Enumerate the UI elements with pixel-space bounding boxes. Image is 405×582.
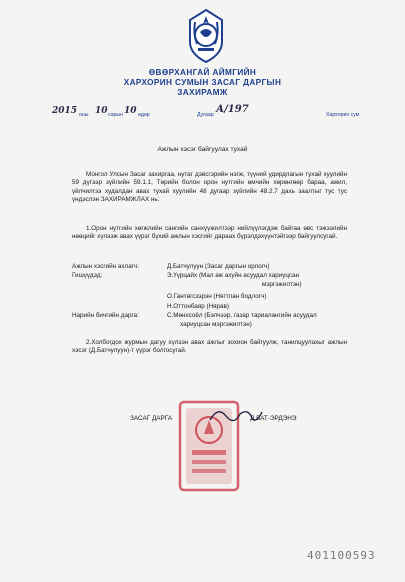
month-label: сарын — [108, 112, 123, 118]
secretary-line-a: С.Мөнхсоёл (Бэлчээр, газар тариалангийн асуудал — [167, 312, 317, 319]
member-2: О.Гантөгсзэрэн (Нягтлан бодлогч) — [167, 293, 267, 300]
header-aimag: ӨВӨРХАНГАЙ АЙМГИЙН — [148, 68, 257, 77]
month-handwritten: 10 — [95, 106, 108, 116]
signer-name: Д.БАТ-ЭРДЭНЭ — [250, 415, 297, 422]
number-label: Дугаар — [197, 112, 214, 118]
article-one-paragraph: 1.Орон нутгийн хөгжлийн сангийн санхүүжилтээр нийлүүлэгдэж байгаа өвс тэжээлийн нөөцийг хүлээж авах үүрэг бүхий ажлын хэсгийг дараах бүрэлдэхүүнтэйгээр байгуулсугай. — [72, 225, 347, 241]
day-handwritten: 10 — [124, 106, 137, 116]
preamble-paragraph: Монгол Улсын Засаг захиргаа, нутаг дэвсгэрийн нэгж, түүний удирдлагын тухай хуулийн 59 дүгээр зүйлийн 59.1.1, Төрийн болон орон нутгийн өмчийн хөрөнгөөр бараа, ажил, үйлчилгээ худалдан авах тухай хуулийн 48 дугаар зүйлийн 48.2.7 дахь заалтыг тус тус үндэслэн ЗАХИРАМЖЛАХ нь: — [72, 171, 347, 204]
year-label: оны — [79, 112, 89, 118]
day-label: өдөр — [138, 112, 150, 118]
secretary-line-b: хариуцсан мэргэжилтэн) — [180, 321, 252, 328]
secretary-label: Нарийн бичгийн дарга: — [72, 312, 139, 319]
member-3: Н.Оттонбаяр (Нярав) — [167, 303, 229, 310]
members-label: Гишүүдэд: — [72, 272, 103, 279]
year-handwritten: 2015 — [52, 106, 78, 116]
handwritten-signature-icon — [208, 404, 264, 426]
serial-number: 401100593 — [307, 549, 376, 562]
article-two-paragraph: 2.Холбогдох журмын дагуу хүлээн авах ажлыг зохион байгуулж, танилцуулахыг ажлын хэсэг (Д.Батчулуун)-т үүрэг болгосугай. — [72, 339, 347, 355]
header-sum-governor: ХАРХОРИН СУМЫН ЗАСАГ ДАРГЫН — [123, 78, 282, 87]
member-1-line-a: Э.Үүрцайх (Мал аж ахуйн асуудал хариуцсан — [167, 272, 300, 279]
signer-title: ЗАСАГ ДАРГА — [130, 415, 173, 422]
header-decree: ЗАХИРАМЖ — [177, 88, 228, 97]
member-1-line-b: мэргэжилтэн) — [262, 281, 302, 288]
number-handwritten: А/197 — [216, 104, 249, 115]
chair-label: Ажлын хэсгийн ахлагч: — [72, 263, 140, 270]
place-label: Хархорин сум — [326, 112, 360, 118]
subject-title: Ажлын хэсэг байгуулах тухай — [157, 146, 248, 153]
state-emblem-icon — [187, 8, 225, 64]
chair-value: Д.Батчулуун (Засаг даргын орлогч) — [167, 263, 270, 270]
